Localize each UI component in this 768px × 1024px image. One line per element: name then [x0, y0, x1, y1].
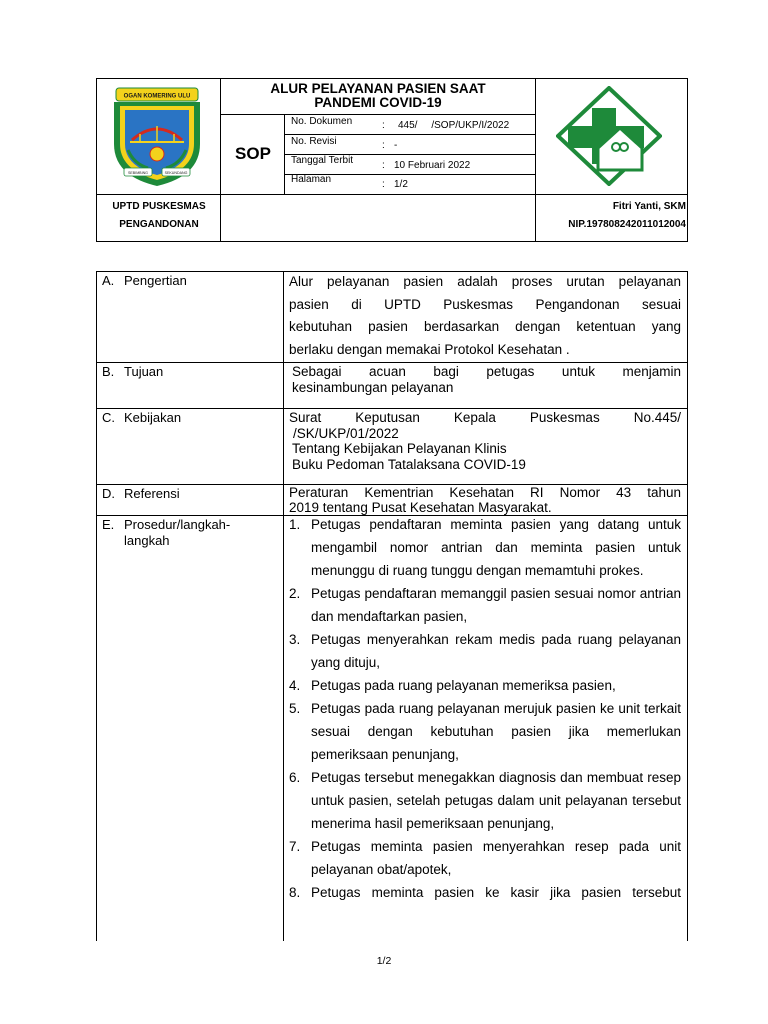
step-text: Petugas menyerahkan rekam medis pada ruang pelayanan yang dituju,: [311, 632, 681, 670]
section-letter: D.: [102, 486, 115, 501]
meta-label-revision: No. Revisi: [291, 136, 337, 147]
section-title: Tujuan: [124, 364, 164, 379]
step-number: 4.: [289, 678, 301, 693]
puskesmas-logo: [556, 86, 662, 186]
logo-banner-left-text: SEBIMBING: [128, 171, 148, 175]
step-text: Petugas pendaftaran meminta pasien yang datang untuk mengambil nomor antrian dan meminta pasien untuk menunggu di ruang tunggu dengan memamtuhi prokes.: [311, 517, 681, 578]
meta-label-page: Halaman: [291, 174, 332, 185]
text-line: Surat Keputusan Kepala Puskesmas No.445/: [289, 410, 681, 425]
step-number: 7.: [289, 839, 301, 854]
section-title: Kebijakan: [124, 410, 182, 425]
procedure-step: [289, 697, 681, 766]
step-number: 5.: [289, 701, 301, 716]
procedure-step: [289, 628, 681, 674]
signer-block: [536, 198, 686, 234]
page-number: 1/2: [376, 955, 392, 967]
unit-line-2: PENGANDONAN: [119, 219, 199, 230]
section-letter: A.: [102, 273, 115, 288]
section-a-label: [102, 273, 187, 289]
section-letter: B.: [102, 364, 115, 379]
text-line: 2019 tentang Pusat Kesehatan Masyarakat.: [289, 499, 552, 515]
procedure-step: [289, 766, 681, 835]
text-line: kebutuhan pasien berdasarkan dengan ketentuan yang: [289, 319, 681, 334]
section-e-content: [289, 513, 681, 904]
row-divider: [96, 408, 688, 409]
section-letter: E.: [102, 517, 115, 532]
meta-value-issue-date: 10 Februari 2022: [394, 160, 471, 171]
meta-label-issue-date: Tanggal Terbit: [291, 155, 354, 166]
step-text: Petugas meminta pasien menyerahkan resep pada unit pelayanan obat/apotek,: [311, 839, 681, 877]
signer-nip: NIP.197808242011012004: [568, 219, 686, 230]
text-line: /SK/UKP/01/2022: [293, 425, 399, 441]
text-line: kesinambungan pelayanan: [292, 379, 454, 395]
section-e-label: [102, 517, 230, 549]
section-d-label: [102, 486, 180, 502]
section-title-cont: langkah: [124, 533, 170, 548]
logo-banner-right-text: SEKUNDANG: [164, 171, 188, 175]
procedure-step: [289, 881, 681, 904]
text-line: Sebagai acuan bagi petugas untuk menjamin: [292, 364, 681, 379]
header-divider: [96, 194, 688, 195]
text-line: berlaku dengan memakai Protokol Kesehatan .: [289, 341, 570, 357]
procedure-step: [289, 835, 681, 881]
step-number: 3.: [289, 632, 301, 647]
section-title: Referensi: [124, 486, 180, 501]
step-number: 8.: [289, 885, 301, 900]
procedure-step: [289, 674, 681, 697]
section-title: Pengertian: [124, 273, 187, 288]
procedure-list: [289, 513, 681, 904]
step-number: 6.: [289, 770, 301, 785]
section-b-content: [292, 364, 681, 395]
signer-name: Fitri Yanti, SKM: [612, 201, 686, 212]
text-line: Tentang Kebijakan Pelayanan Klinis: [292, 441, 507, 456]
section-c-label: [102, 410, 181, 426]
unit-name: [98, 198, 220, 234]
step-text: Petugas pendaftaran memanggil pasien sesuai nomor antrian dan mendaftarkan pasien,: [311, 586, 681, 624]
section-d-content: [289, 486, 681, 515]
meta-label-doc-no: No. Dokumen: [291, 116, 353, 127]
section-b-label: [102, 364, 163, 380]
step-text: Petugas pada ruang pelayanan memeriksa pasien,: [311, 678, 616, 693]
logo-ribbon-text: OGAN KOMERING ULU: [123, 93, 191, 100]
meta-divider: [284, 134, 536, 135]
meta-colon: :: [382, 160, 385, 171]
section-title: Prosedur/langkah-: [124, 517, 231, 532]
meta-colon: :: [382, 179, 385, 190]
step-text: Petugas pada ruang pelayanan merujuk pasien ke unit terkait sesuai dengan kebutuhan pasien jika memerlukan pemeriksaan penunjang,: [311, 701, 681, 762]
step-number: 1.: [289, 517, 301, 532]
meta-colon: :: [382, 120, 385, 131]
content-divider: [283, 271, 284, 941]
text-line: Alur pelayanan pasien adalah proses urutan pelayanan: [289, 274, 681, 289]
header-divider: [220, 114, 536, 115]
logo-center-emblem: [150, 147, 164, 161]
section-letter: C.: [102, 410, 115, 425]
procedure-step: [289, 513, 681, 582]
step-text: Petugas meminta pasien ke kasir jika pasien tersebut: [311, 885, 681, 900]
regional-logo: [104, 84, 210, 188]
step-text: Petugas tersebut menegakkan diagnosis dan membuat resep untuk pasien, setelah petugas dalam unit pelayanan tersebut menerima hasil pemeriksaan penunjang,: [311, 770, 681, 831]
text-line: Buku Pedoman Tatalaksana COVID-19: [292, 456, 526, 472]
unit-line-1: UPTD PUSKESMAS: [112, 201, 206, 212]
meta-value-revision: -: [394, 140, 398, 151]
row-divider: [96, 362, 688, 363]
section-a-content: [289, 271, 681, 361]
meta-value-doc-no: 445/ /SOP/UKP/I/2022: [398, 120, 510, 131]
page-title: [220, 82, 536, 110]
title-line-2: PANDEMI COVID-19: [314, 95, 442, 110]
procedure-step: [289, 582, 681, 628]
text-line: pasien di UPTD Puskesmas Pengandonan sesuai: [289, 296, 681, 312]
title-line-1: ALUR PELAYANAN PASIEN SAAT: [270, 81, 486, 96]
meta-colon: :: [382, 140, 385, 151]
step-number: 2.: [289, 586, 301, 601]
meta-value-page: 1/2: [394, 179, 408, 190]
sop-label: SOP: [235, 144, 271, 163]
section-c-content: [289, 410, 681, 472]
text-line: Peraturan Kementrian Kesehatan RI Nomor 43 tahun: [289, 485, 681, 500]
